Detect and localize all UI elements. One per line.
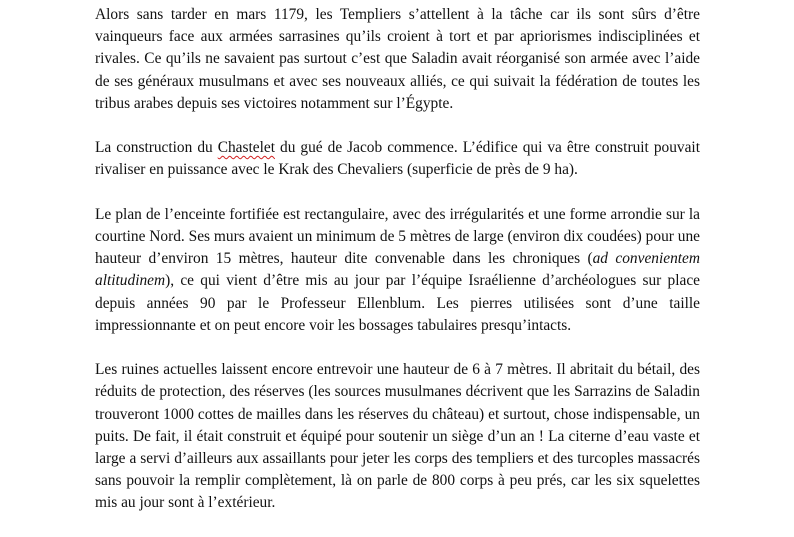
document-page: [95, 4, 700, 537]
spellcheck-flagged-word: Chastelet: [217, 139, 275, 157]
paragraph-current-ruins: Les ruines actuelles laissent encore entrevoir une hauteur de 6 à 7 mètres. Il abritait du bétail, des réduits de protection, des réserves (les sources musulmanes décrivent que les Sarrazins de Saladin trouveront 1000 cottes de mailles dans les réserves du château) et surtout, chose indispensable, un puits. De fait, il était construit et équipé pour soutenir un siège d’un an ! La citerne d’eau vaste et large a servi d’ailleurs aux assaillants pour jeter les corps des templiers et des turcoples massacrés sans pouvoir la remplir complètement, là on parle de 800 corps à peu prés, car les six squelettes mis au jour sont à l’extérieur.: [95, 361, 700, 512]
latin-quote: ad convenientem altitudinem: [95, 250, 700, 290]
paragraph-chastelet-construction: [95, 137, 700, 181]
paragraph-text-after: ), ce qui vient d’être mis au jour par l’équipe Israélienne d’archéologues sur place depuis années 90 par le Professeur Ellenblum. Les pierres utilisées sont d’une taille impressionnante et on peut encore voir les bossages tabulaires presqu’intacts.: [95, 272, 700, 334]
paragraph-templars-attack: Alors sans tarder en mars 1179, les Templiers s’attellent à la tâche car ils sont sûrs d’être vainqueurs face aux armées sarrasines qu’ils croient à tort et par apriorismes indisciplinées et rivales. Ce qu’ils ne savaient pas surtout c’est que Saladin avait réorganisé son armée avec l’aide de ses généraux musulmans et avec ses nouveaux alliés, ce qui suivait la fédération de toutes les tribus arabes depuis ses victoires notamment sur l’Égypte.: [95, 6, 700, 112]
paragraph-text-before: La construction du: [95, 139, 218, 157]
paragraph-text-after: du gué de Jacob commence. L’édifice qui va être construit pouvait rivaliser en puissance avec le Krak des Chevaliers (superficie de près de 9 ha).: [95, 139, 700, 179]
paragraph-text-before: Le plan de l’enceinte fortifiée est rectangulaire, avec des irrégularités et une forme arrondie sur la courtine Nord. Ses murs avaient un minimum de 5 mètres de large (environ dix coudées) pour une hauteur d’environ 15 mètres, hauteur dite convenable dans les chroniques (: [95, 205, 700, 268]
paragraph-enclosure-plan: [95, 204, 700, 337]
